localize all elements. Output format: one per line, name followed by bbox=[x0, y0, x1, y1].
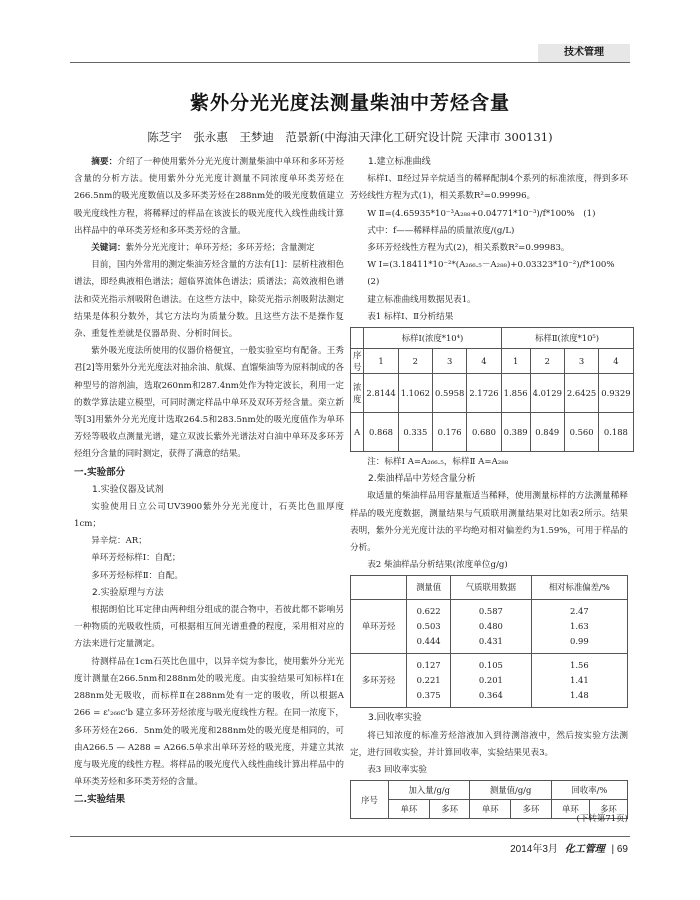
table-row bbox=[351, 600, 628, 654]
table-2 bbox=[350, 575, 628, 708]
abstract bbox=[74, 154, 344, 240]
table-cell: 0.335 bbox=[398, 413, 432, 452]
table-cell: 4.0129 bbox=[530, 374, 564, 413]
table-cell: 1 bbox=[501, 349, 530, 374]
right-column bbox=[350, 154, 631, 821]
cell-value: 1.56 bbox=[570, 660, 589, 671]
table-cell: 单环 bbox=[551, 800, 589, 819]
table-row bbox=[351, 413, 634, 452]
table-1 bbox=[350, 327, 634, 452]
footer-separator: | bbox=[611, 844, 615, 855]
table-cell bbox=[351, 576, 407, 600]
cell-value: 0.503 bbox=[416, 621, 441, 632]
equation-2: W Ⅰ=(3.18411*10⁻²*(A₂₆₆.₅－A₂₈₈)+0.03323*10⁻²)/f*100% bbox=[367, 260, 615, 271]
table-cell bbox=[351, 328, 364, 349]
article-title: 紫外分光光度法测量柴油中芳烃含量 bbox=[189, 92, 510, 114]
reagent-standard-2: 多环芳烃标样Ⅱ：自配。 bbox=[91, 570, 183, 581]
keywords-text: 紫外分光光度计；单环芳烃；多环芳烃；含量测定 bbox=[125, 243, 315, 254]
table-cell: A bbox=[351, 413, 364, 452]
table-cell: 2.1726 bbox=[467, 374, 501, 413]
table-cell: 1.856 bbox=[501, 374, 530, 413]
cell-value: 0.105 bbox=[478, 660, 503, 671]
equation-1-note: 式中：f——稀释样品的质量浓度/(g/L) bbox=[367, 225, 515, 236]
cell-value: 0.364 bbox=[478, 690, 503, 701]
table-header: 测量值 bbox=[407, 576, 451, 600]
cell-value: 1.41 bbox=[570, 675, 589, 686]
abstract-text: 介绍了一种使用紫外分光光度计测量柴油中单环和多环芳烃含量的分析方法。使用紫外分光光度计测量不同浓度单环类芳烃在266.5nm的吸光度数值以及多环类芳烃在288nm处的吸光度数值建立吸光度线性方程，将稀释过的样品在该波长的吸光度代入线性曲线计算出样品中的单环类芳烃和多环类芳烃的含量。 bbox=[74, 157, 344, 236]
table-cell bbox=[531, 600, 627, 654]
footer-rule bbox=[70, 836, 630, 837]
table-cell: 序号 bbox=[351, 349, 364, 374]
table-header: 相对标准偏差/% bbox=[531, 576, 627, 600]
heading-principle: 2.实验原理与方法 bbox=[92, 587, 164, 598]
keywords bbox=[74, 240, 344, 257]
heading-results: 二.实验结果 bbox=[74, 794, 126, 806]
diesel-analysis-text: 取适量的柴油样品用容量瓶适当稀释，使用测量标样的方法测量稀释样品的吸光度数据，测量结果与气质联用测量结果对比如表2所示。结果表明，紫外分光光度计法的平均绝对相对偏差约为1.59%，可用于样品的分析。 bbox=[350, 491, 628, 554]
recovery-text: 将已知浓度的标准芳烃溶液加入到待测溶液中，然后按实验方法测定，进行回收实验，并计算回收率，实验结果见表3。 bbox=[350, 730, 628, 758]
table-cell: 0.9329 bbox=[599, 374, 633, 413]
table-cell: 0.5958 bbox=[433, 374, 467, 413]
table-cell: 0.868 bbox=[364, 413, 398, 452]
cell-value: 0.431 bbox=[478, 636, 503, 647]
cell-value: 0.444 bbox=[416, 636, 441, 647]
table-cell: 浓度 bbox=[351, 374, 364, 413]
table-cell: 0.680 bbox=[467, 413, 501, 452]
heading-recovery: 3.回收率实验 bbox=[368, 713, 422, 724]
table-cell: 0.176 bbox=[433, 413, 467, 452]
table-cell: 1 bbox=[364, 349, 398, 374]
table-cell bbox=[407, 654, 451, 708]
equation-1: W Ⅱ=(4.65935*10⁻³A₂₈₈+0.04771*10⁻³)/f*100% (1) bbox=[367, 208, 596, 219]
table-cell: 3 bbox=[564, 349, 598, 374]
cell-value: 0.99 bbox=[570, 636, 589, 647]
footer-date: 2014年3月 bbox=[510, 844, 558, 855]
table-1-caption: 表1 标样Ⅰ、Ⅱ分析结果 bbox=[367, 311, 454, 322]
table-cell bbox=[407, 600, 451, 654]
cell-value: 2.47 bbox=[570, 606, 589, 617]
table-cell: 0.849 bbox=[530, 413, 564, 452]
footer bbox=[510, 840, 628, 855]
table-cell bbox=[451, 600, 532, 654]
table-cell: 4 bbox=[599, 349, 633, 374]
table-cell: 2 bbox=[398, 349, 432, 374]
table-row bbox=[351, 328, 634, 349]
reagent-standard-1: 单环芳烃标样Ⅰ：自配； bbox=[91, 553, 181, 564]
page-number: 69 bbox=[616, 844, 628, 855]
table-1-note: 注：标样Ⅰ A=A₂₆₆.₅，标样Ⅱ A=A₂₈₈ bbox=[367, 457, 509, 468]
continued-note: (下转第71页) bbox=[576, 814, 628, 824]
equation-2-number: (2) bbox=[367, 277, 380, 288]
standard-curve-text: 标样Ⅰ、Ⅱ经过异辛烷适当的稀释配制4个系列的标准浓度，得到多环芳烃线性方程为式(1)，相关系数R²=0.99996。 bbox=[350, 174, 628, 202]
table-cell bbox=[451, 654, 532, 708]
table-cell: 多环 bbox=[589, 800, 627, 819]
cell-value: 0.480 bbox=[478, 621, 503, 632]
principle-paragraph-2: 待测样品在1cm石英比色皿中，以异辛烷为参比，使用紫外分光光度计测量在266.5nm和288nm处的吸光度。由实验结果可知标样Ⅰ在288nm处无吸收，而标样Ⅱ在288nm处有一定的吸收，所以根据A 266 = ε'₂₆₆c'b 建立多环芳烃浓度与吸光度线性方程。在同一浓度下，多环芳烃在266．5nm处的吸光度和288nm处的吸光度是相同的，可由A266.5 — A288 = A266.5单求出单环芳烃的吸光度，并建立其浓度与吸光度的线性方程。将样品的吸光度代入线性曲线计算出样品中的单环类芳烃和多环类芳烃的含量。 bbox=[74, 656, 344, 788]
principle-paragraph-1: 根据朗伯比耳定律由两种组分组成的混合物中，若彼此都不影响另一种物质的光吸收性质，可根据相互间光谱重叠的程度，采用相对应的方法来进行定量测定。 bbox=[74, 605, 344, 650]
header-rule bbox=[70, 62, 630, 63]
section-tab: 技术管理 bbox=[538, 44, 630, 62]
table-cell: 1.1062 bbox=[398, 374, 432, 413]
reagent-isooctane: 异辛烷：AR； bbox=[91, 536, 147, 547]
table-cell: 多环 bbox=[429, 800, 470, 819]
table-row bbox=[351, 654, 628, 708]
table-cell: 0.560 bbox=[564, 413, 598, 452]
cell-value: 0.622 bbox=[416, 606, 441, 617]
table-2-caption: 表2 柴油样品分析结果(浓度单位g/g) bbox=[367, 560, 508, 571]
table-row bbox=[351, 349, 634, 374]
cell-value: 0.375 bbox=[416, 690, 441, 701]
table-header: 测量值/g/g bbox=[470, 781, 551, 800]
table-cell: 0.188 bbox=[599, 413, 633, 452]
table-cell: 单环芳烃 bbox=[351, 600, 407, 654]
left-column bbox=[74, 154, 344, 809]
table-header: 气质联用数据 bbox=[451, 576, 532, 600]
table-cell: 2.6425 bbox=[564, 374, 598, 413]
heading-standard-curve: 1.建立标准曲线 bbox=[368, 157, 431, 167]
intro-paragraph-2: 紫外吸光度法所使用的仪器价格便宜，一般实验室均有配备。王秀君[2]等用紫外分光光度法对抽余油、航煤、直馏柴油等为原料制成的各种型号的溶剂油，选取260nm和287.4nm处作为特定波长，利用一定的数学算法建立模型，可同时测定样品中单环及双环芳烃含量。栾立新等[3]用紫外分光光度计选取264.5和283.5nm处的吸光度值作为单环芳烃等吸收点测量光谱，建立双波长紫外光谱法对白油中单环及多环芳烃组分含量的同时测定，获得了满意的结果。 bbox=[74, 346, 344, 460]
table-row bbox=[351, 576, 628, 600]
heading-instruments: 1.实验仪器及试剂 bbox=[92, 484, 164, 495]
table-cell: 4 bbox=[467, 349, 501, 374]
table-cell: 多环芳烃 bbox=[351, 654, 407, 708]
table-cell bbox=[531, 654, 627, 708]
abstract-label: 摘要： bbox=[91, 157, 118, 167]
table-header: 标样Ⅱ(浓度*10⁵) bbox=[501, 328, 633, 349]
cell-value: 1.48 bbox=[570, 690, 589, 701]
cell-value: 0.201 bbox=[478, 675, 503, 686]
equation-2-text: 多环芳烃线性方程为式(2)，相关系数R²=0.99983。 bbox=[367, 243, 570, 254]
table-row bbox=[351, 781, 628, 800]
cell-value: 0.127 bbox=[416, 660, 441, 671]
magazine-logo: 化工管理 bbox=[564, 844, 605, 855]
table-header: 回收率/% bbox=[551, 781, 627, 800]
authors-line: 陈芝宇 张永惠 王梦迪 范景新(中海油天津化工研究设计院 天津市 300131) bbox=[147, 130, 553, 144]
table-cell: 2 bbox=[530, 349, 564, 374]
table-cell: 单环 bbox=[470, 800, 511, 819]
cell-value: 1.63 bbox=[570, 621, 589, 632]
table-cell: 0.389 bbox=[501, 413, 530, 452]
table-3-caption: 表3 回收率实验 bbox=[367, 765, 427, 776]
instrument-text: 实验使用日立公司UV3900紫外分光光度计，石英比色皿厚度1cm； bbox=[74, 501, 344, 530]
table-1-ref: 建立标准曲线用数据见表1。 bbox=[367, 294, 476, 305]
cell-value: 0.221 bbox=[416, 675, 441, 686]
table-header: 加入量/g/g bbox=[389, 781, 470, 800]
table-cell: 3 bbox=[433, 349, 467, 374]
heading-diesel-analysis: 2.柴油样品中芳烃含量分析 bbox=[368, 474, 476, 485]
table-cell: 多环 bbox=[511, 800, 552, 819]
table-cell: 2.8144 bbox=[364, 374, 398, 413]
table-row bbox=[351, 374, 634, 413]
table-cell: 单环 bbox=[389, 800, 430, 819]
cell-value: 0.587 bbox=[478, 606, 503, 617]
table-header: 标样Ⅰ(浓度*10⁴) bbox=[364, 328, 501, 349]
keywords-label: 关键词： bbox=[91, 243, 126, 254]
table-header: 序号 bbox=[351, 781, 389, 819]
intro-paragraph-1: 目前，国内外常用的测定柴油芳烃含量的方法有[1]：层析柱液相色谱法，即经典液相色谱法；超临界流体色谱法；质谱法；高效液相色谱法和荧光指示剂吸附色谱法。在这些方法中，除荧光指示剂吸附法测定结果是体积分数外，其它方法均为质量分数。且这些方法不是操作复杂、重复性差就是仪器昂贵、分析时间长。 bbox=[74, 260, 344, 340]
heading-experiment: 一.实验部分 bbox=[74, 466, 126, 478]
